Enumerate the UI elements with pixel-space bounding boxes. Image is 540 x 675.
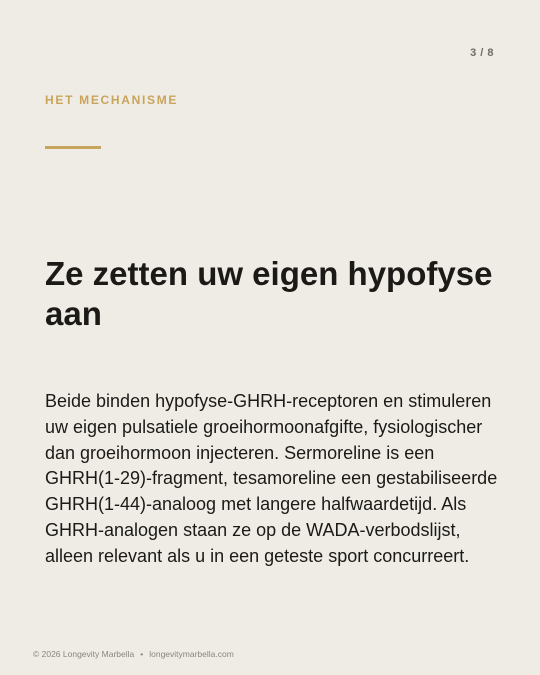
accent-divider xyxy=(45,146,101,149)
footer-separator: • xyxy=(140,649,144,659)
page-title: Ze zetten uw eigen hypofyse aan xyxy=(45,255,493,332)
page-indicator: 3 / 8 xyxy=(470,47,494,59)
section-eyebrow: HET MECHANISME xyxy=(45,93,179,107)
body-paragraph: Beide binden hypofyse-GHRH-receptoren en stimuleren uw eigen pulsatiele groeihormoonafgifte, fysiologischer dan groeihormoon injecteren. Sermoreline is een GHRH(1-29)-fragment, tesamoreline een gestabiliseerde GHRH(1-44)-analoog met langere halfwaardetijd. Als GHRH-analogen staan ze op de WADA-verbodslijst, alleen relevant als u in een geteste sport concurreert. xyxy=(45,391,498,566)
footer xyxy=(33,649,234,659)
footer-copyright: © 2026 Longevity Marbella xyxy=(33,649,135,659)
footer-website: longevitymarbella.com xyxy=(149,649,234,659)
